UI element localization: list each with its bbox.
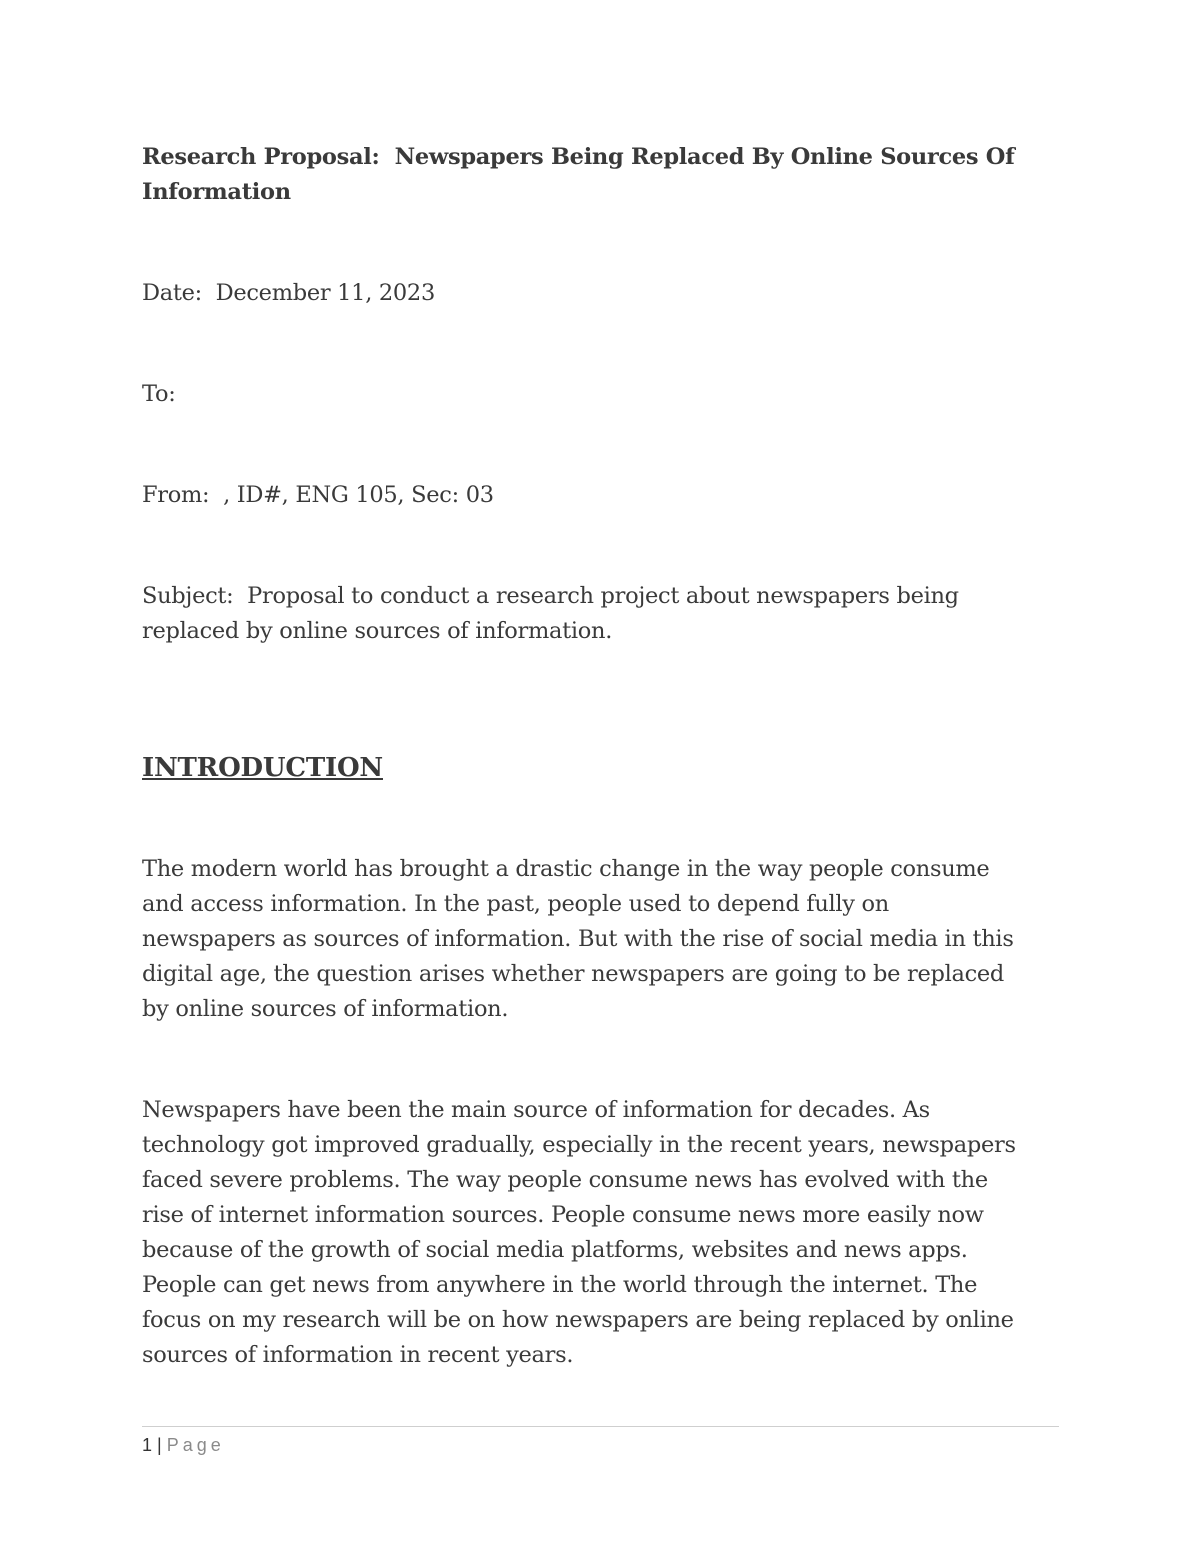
paragraph-line: The modern world has brought a drastic change in the way people consume [142,856,990,882]
intro-paragraph-2 [142,1093,1062,1373]
paragraph-line: technology got improved gradually, especially in the recent years, newspapers [142,1132,1016,1158]
proposal-title [142,140,1062,210]
from-line [142,478,1062,513]
paragraph-line: faced severe problems. The way people consume news has evolved with the [142,1167,988,1193]
page-footer [142,1432,225,1458]
paragraph-line: by online sources of information. [142,996,509,1022]
date-line [142,276,1062,311]
subject-label: Subject: [142,583,234,609]
from-label: From: [142,482,210,508]
subject-text-line2: replaced by online sources of information. [142,618,613,644]
title-first-line [142,140,1062,175]
to-label: To: [142,381,176,407]
paragraph-line: newspapers as sources of information. But with the rise of social media in this [142,926,1014,952]
paragraph-line: digital age, the question arises whether newspapers are going to be replaced [142,961,1005,987]
from-value: , ID#, ENG 105, Sec: 03 [223,482,494,508]
paragraph-line: because of the growth of social media platforms, websites and news apps. [142,1237,968,1263]
paragraph-line: rise of internet information sources. People consume news more easily now [142,1202,984,1228]
to-line [142,377,1062,412]
paragraph-line: and access information. In the past, people used to depend fully on [142,891,889,917]
subject-text-line1: Proposal to conduct a research project about newspapers being [247,583,959,609]
intro-paragraph-1 [142,852,1062,1027]
paragraph-line: focus on my research will be on how newspapers are being replaced by online [142,1307,1014,1333]
date-label: Date: [142,280,202,306]
section-heading-introduction: INTRODUCTION [142,753,383,783]
page-separator: | [157,1435,162,1455]
page-word: Page [166,1435,225,1455]
paragraph-line: People can get news from anywhere in the world through the internet. The [142,1272,978,1298]
subject-block [142,579,1062,649]
title-text-line2: Information [142,179,291,205]
paragraph-line: sources of information in recent years. [142,1342,574,1368]
document-body [142,140,1062,1373]
subject-first-line [142,579,1062,614]
paragraph-line: Newspapers have been the main source of information for decades. As [142,1097,930,1123]
page-number: 1 [142,1435,153,1455]
date-value: December 11, 2023 [215,280,435,306]
footer-divider [142,1426,1059,1427]
title-label: Research Proposal: [142,144,380,170]
title-text-line1: Newspapers Being Replaced By Online Sources Of [394,144,1015,170]
